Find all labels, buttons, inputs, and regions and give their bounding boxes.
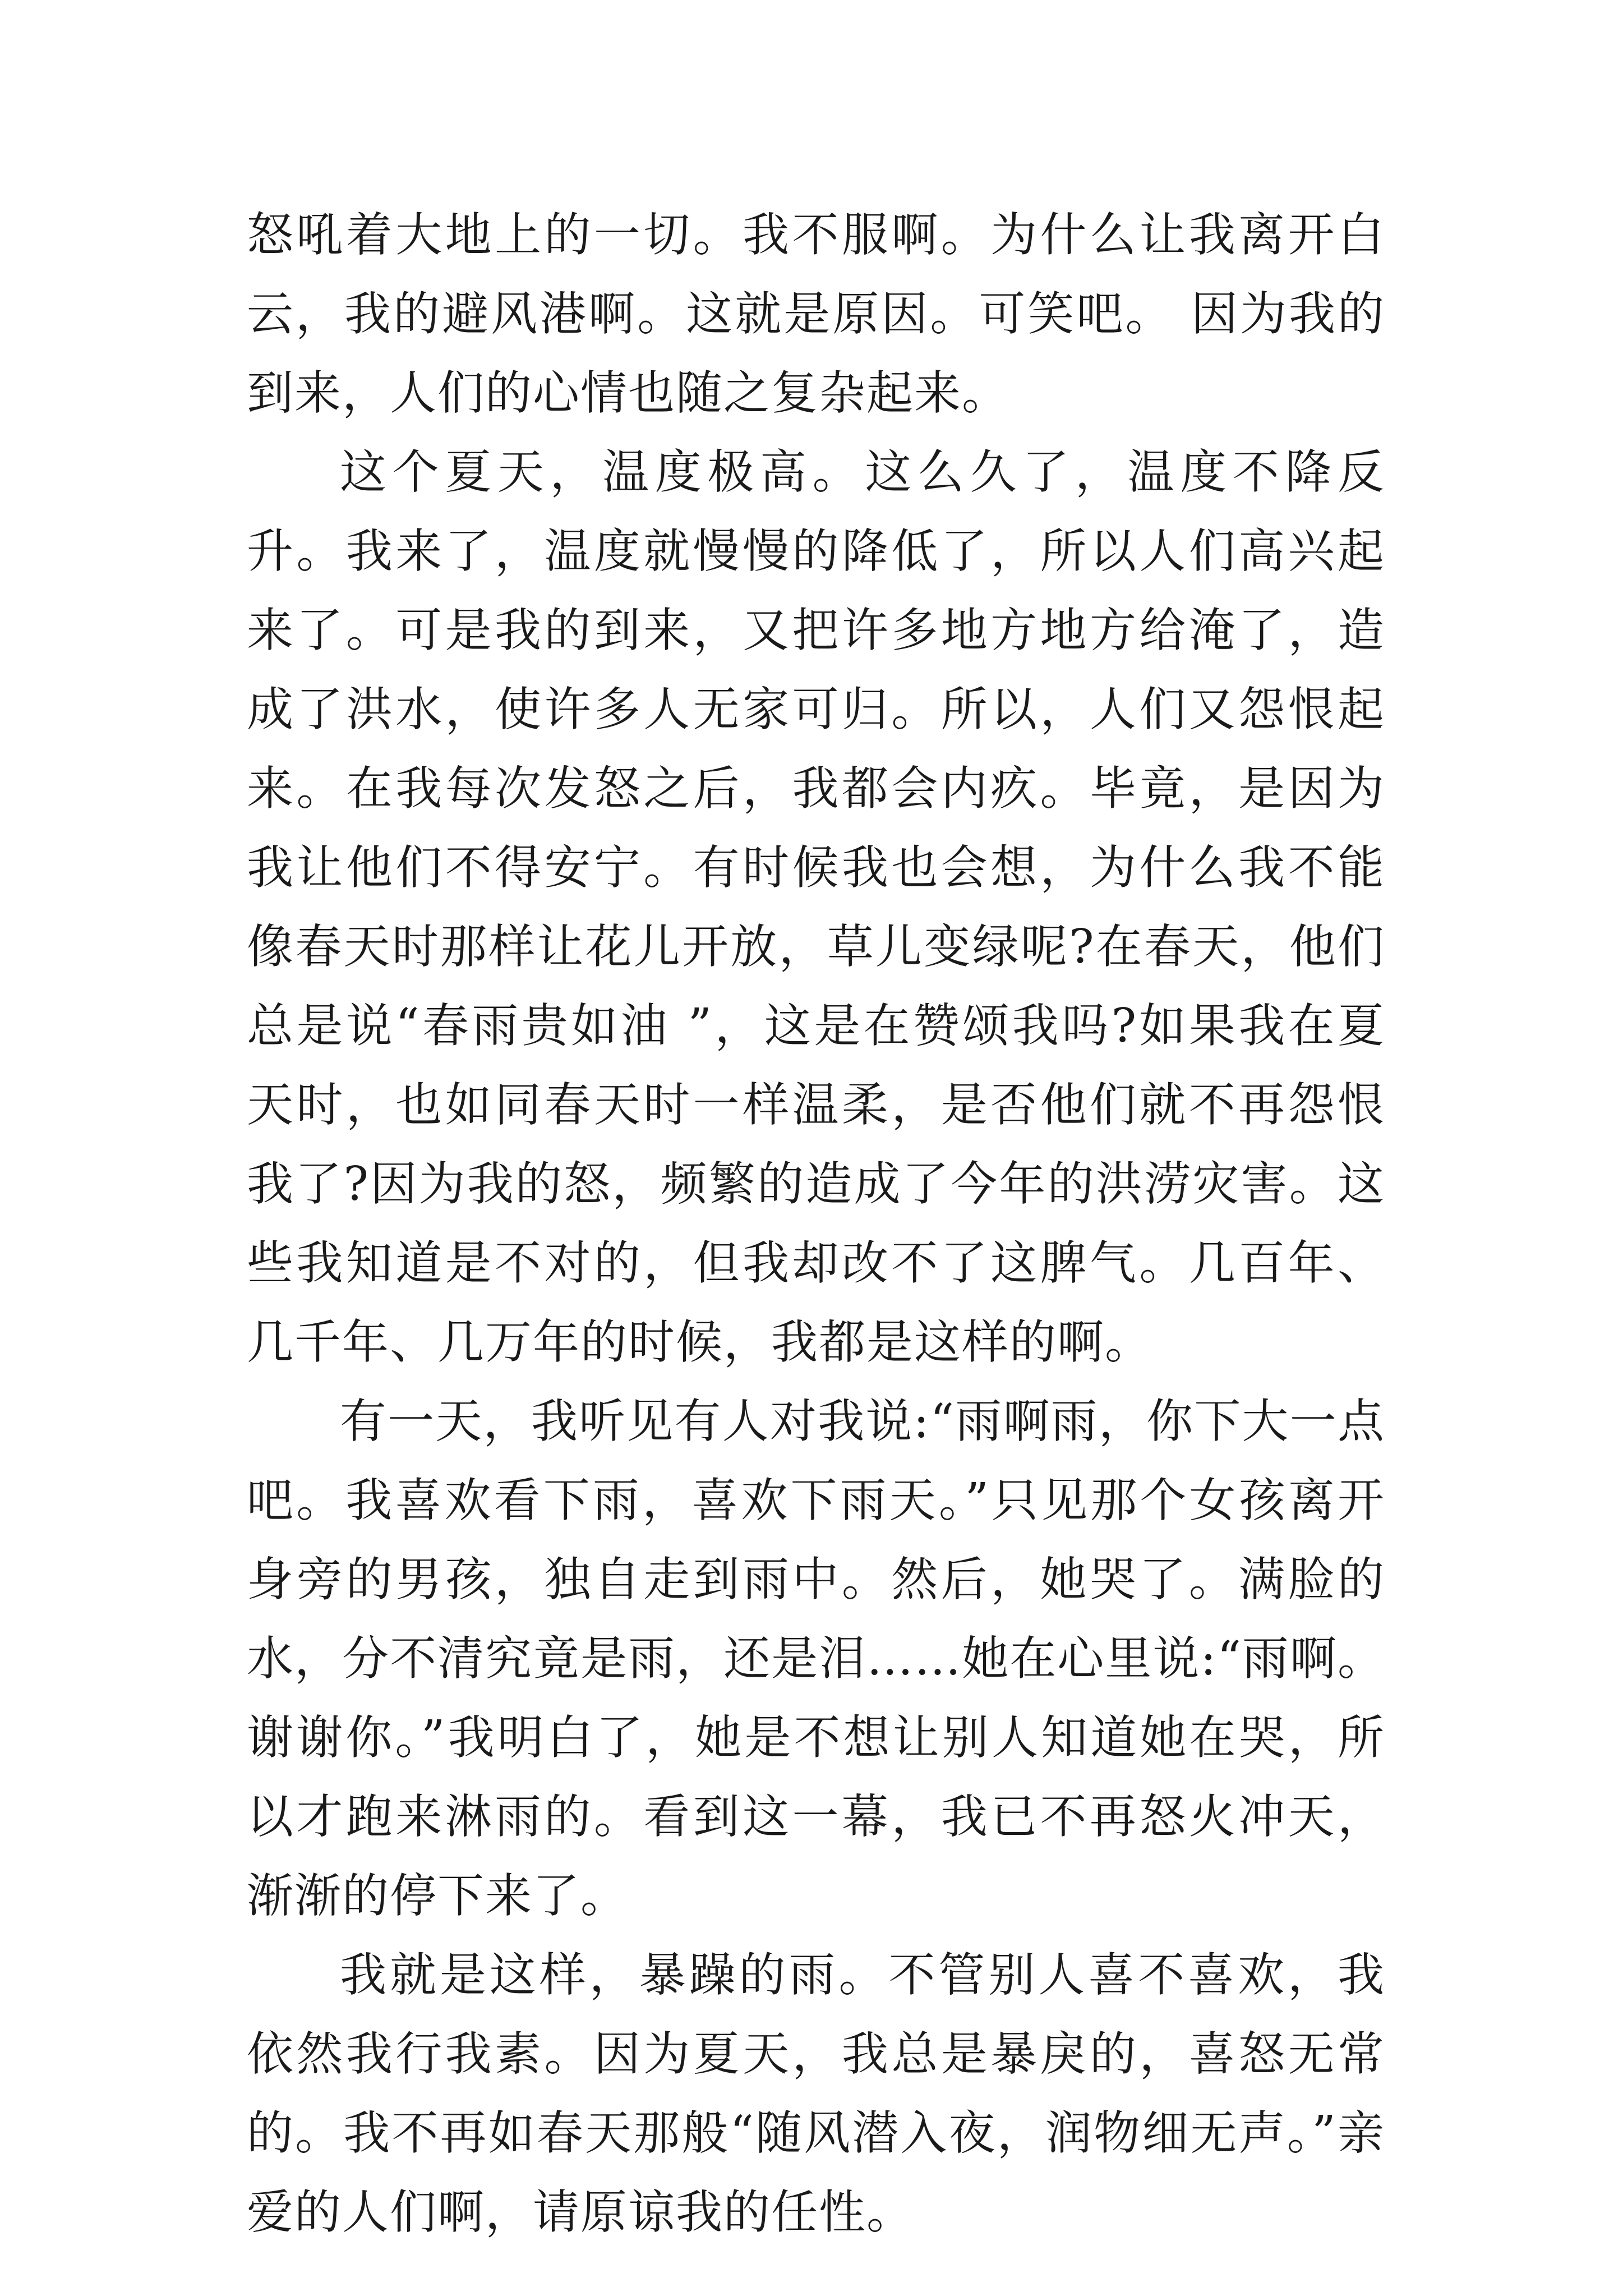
paragraph-2: 这个夏天，温度极高。这么久了，温度不降反升。我来了，温度就慢慢的降低了，所以人们高兴起来了。可是我的到来，又把许多地方地方给淹了，造成了洪水，使许多人无家可归。所以，人们又怨恨起来。在我每次发怒之后，我都会内疚。毕竟，是因为我让他们不得安宁。有时候我也会想，为什么我不能像春天时那样让花儿开放，草儿变绿呢?在春天，他们总是说“春雨贵如油 ”，这是在赞颂我吗?如果我在夏天时，也如同春天时一样温柔，是否他们就不再怨恨我了?因为我的怒，频繁的造成了今年的洪涝灾害。这些我知道是不对的，但我却改不了这脾气。几百年、几千年、几万年的时候，我都是这样的啊。 [247,445,1385,1369]
paragraph-4: 我就是这样，暴躁的雨。不管别人喜不喜欢，我依然我行我素。因为夏天，我总是暴戾的，喜怒无常的。我不再如春天那般“随风潜入夜，润物细无声。”亲爱的人们啊，请原谅我的任性。 [247,1948,1385,2239]
paragraph-1: 怒吼着大地上的一切。我不服啊。为什么让我离开白云，我的避风港啊。这就是原因。可笑吧。 因为我的到来，人们的心情也随之复杂起来。 [247,208,1385,420]
paragraph-3: 有一天，我听见有人对我说:“雨啊雨，你下大一点吧。我喜欢看下雨，喜欢下雨天。”只见那个女孩离开身旁的男孩，独自走到雨中。然后，她哭了。满脸的水，分不清究竟是雨，还是泪……她在心里说:“雨啊。谢谢你。”我明白了，她是不想让别人知道她在哭，所以才跑来淋雨的。看到这一幕，我已不再怒火冲天，渐渐的停下来了。 [247,1394,1385,1923]
document-body [247,195,1385,2252]
